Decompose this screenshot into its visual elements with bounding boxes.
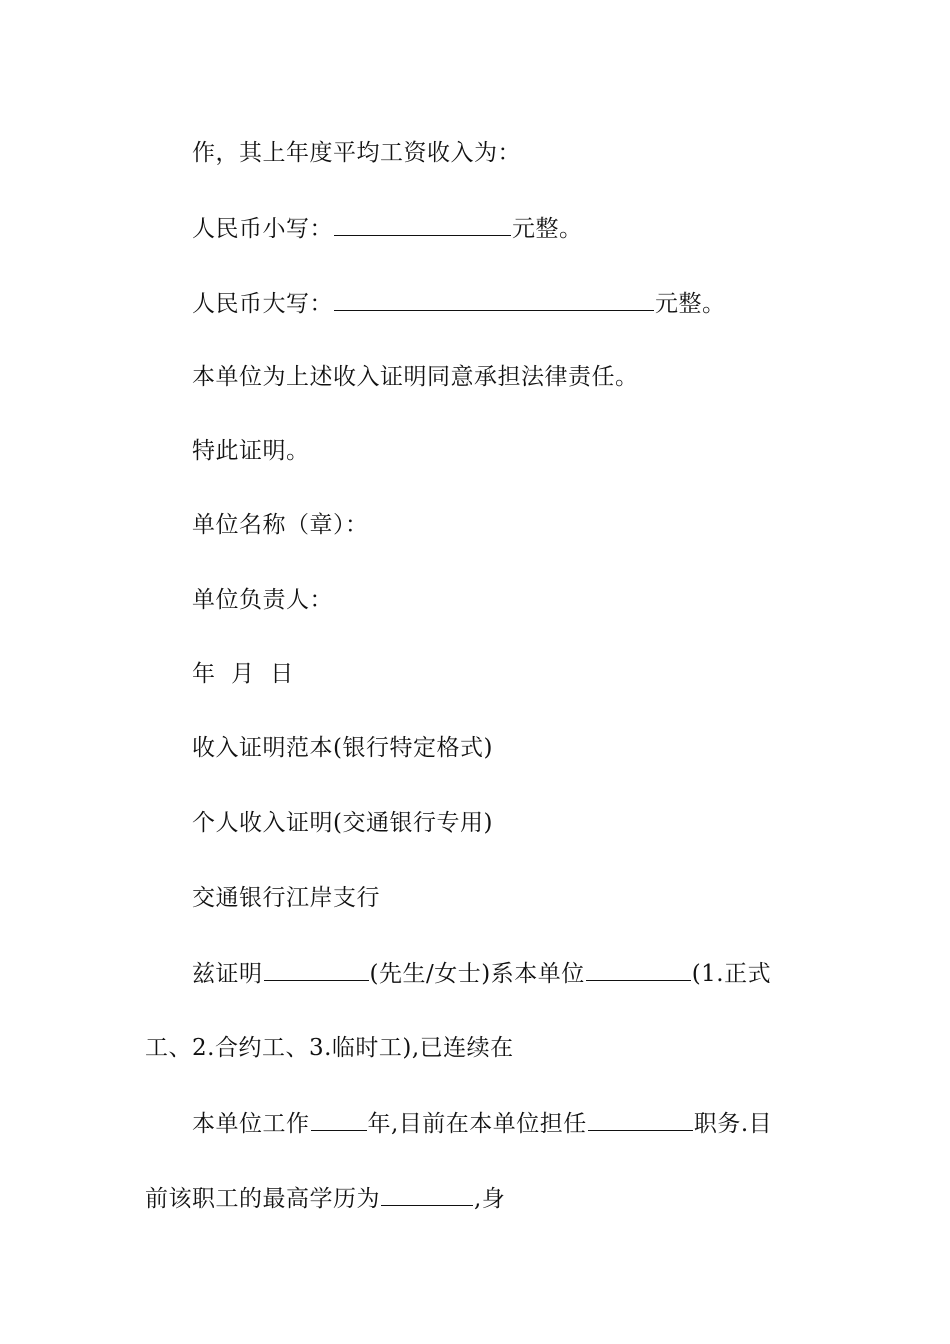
position-blank[interactable] — [588, 1108, 693, 1131]
work-years-part1: 本单位工作 — [192, 1111, 310, 1137]
hereby-line: 特此证明。 — [192, 438, 310, 464]
personal-title: 个人收入证明(交通银行专用) — [192, 810, 493, 836]
unit-head-line: 单位负责人： — [192, 587, 333, 613]
sample-title: 收入证明范本(银行特定格式) — [192, 735, 493, 761]
bank-branch: 交通银行江岸支行 — [192, 885, 380, 911]
salary-intro-line: 作，其上年度平均工资收入为： — [192, 140, 521, 166]
unit-name-line: 单位名称（章）： — [192, 512, 369, 538]
education-line — [145, 1183, 505, 1213]
name-blank[interactable] — [264, 958, 369, 981]
rmb-lowercase-prefix: 人民币小写： — [192, 216, 333, 242]
employment-type-blank[interactable] — [586, 958, 691, 981]
rmb-uppercase-prefix: 人民币大写： — [192, 291, 333, 317]
education-part1: 前该职工的最高学历为 — [145, 1186, 380, 1212]
certify-continued-line: 工、2.合约工、3.临时工),已连续在 — [145, 1035, 514, 1061]
education-blank[interactable] — [381, 1183, 473, 1206]
certify-part1: 兹证明 — [192, 961, 263, 987]
responsibility-line: 本单位为上述收入证明同意承担法律责任。 — [192, 364, 639, 390]
work-years-line — [192, 1108, 772, 1138]
rmb-lowercase-line — [192, 213, 583, 243]
rmb-lowercase-blank[interactable] — [334, 213, 511, 236]
rmb-lowercase-suffix: 元整。 — [512, 216, 583, 242]
date-line: 年 月 日 — [192, 661, 294, 687]
work-years-part2: 年,目前在本单位担任 — [367, 1111, 587, 1137]
rmb-uppercase-suffix: 元整。 — [655, 291, 726, 317]
work-years-part3: 职务.目 — [693, 1111, 773, 1137]
rmb-uppercase-blank[interactable] — [334, 288, 654, 311]
certify-line — [192, 958, 771, 988]
certify-part2: (先生/女士)系本单位 — [369, 961, 585, 987]
education-part2: ,身 — [474, 1186, 506, 1212]
years-blank[interactable] — [311, 1108, 367, 1131]
rmb-uppercase-line — [192, 288, 726, 318]
certify-part3: (1.正式 — [691, 961, 772, 987]
